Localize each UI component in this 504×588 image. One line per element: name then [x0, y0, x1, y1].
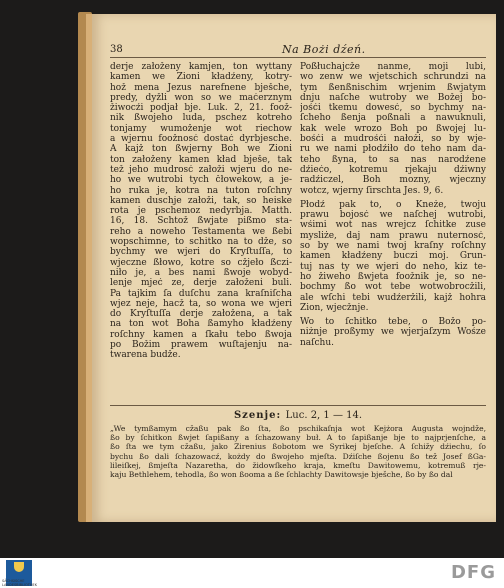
text-line: prawu bojosć we naſchej wutrobi, — [300, 210, 486, 221]
text-line: wśimi wot nas wrejcz ſchitke zuse — [300, 220, 486, 231]
text-line: wjeczne ßłowo, kotre so cžjeło ßczi- — [110, 257, 292, 268]
text-line: hož mena Jezus narefnene bješche, — [110, 82, 292, 93]
text-line: kamen kładźeny buczi moj. Grun- — [300, 251, 486, 262]
gospel-text — [110, 424, 486, 479]
text-line: bochmy ßo wot tebe wotwobrocžili, — [300, 282, 486, 293]
paragraph — [300, 200, 486, 313]
text-line: 16, 18. Schtož ßwjate pißmo sta- — [110, 216, 292, 227]
header-rule — [110, 57, 486, 58]
text-line: kamen duschje załoži, tak, so heiske — [110, 195, 292, 206]
left-column — [110, 62, 292, 361]
text-line: dźiećo, kotremu rjekaju dźiwny — [300, 164, 486, 175]
text-line: ßo by ſchitkon ßwjet ſapißany a ſchazowany buł. A to ſapißanje bje to najprjenſche, a — [110, 433, 486, 443]
text-line: tuj nas ty we wjeri do neho, kiz te- — [300, 261, 486, 272]
text-line: mysliże, daj nam prawu nuternosć, — [300, 230, 486, 241]
text-line: ton załoženy kamen kład bješe, tak — [110, 154, 292, 165]
text-line: ſcheho ßenja poßnali a nawuknuli, — [300, 113, 486, 124]
text-line: ho we wutrobi tych čłowekow, a je- — [110, 175, 292, 186]
text-line: nik ßwojeho luda, pschez kotreho — [110, 113, 292, 124]
text-line: A kajž ton ßwjerny Boh we Zioni — [110, 144, 292, 155]
text-line: niło je, a bes nami ßwoje wobyd- — [110, 267, 292, 278]
text-line: po Božim prawem wuſtajenju na- — [110, 340, 292, 351]
text-line: wopschimne, to schitko na to dže, so — [110, 237, 292, 248]
text-line: radźiczel, Boh mozny, wjeczny — [300, 175, 486, 186]
text-line: bychu ßo dali ſchazowacź, kożdy do ßwojeho mjeſta. Dźiſche ßojenu ßo tež Josef ßGa- — [110, 451, 486, 461]
text-line: niżnje proßymy we wjerjaſzym Wośze — [300, 327, 486, 338]
text-line: jośći tkemu dowesć, so bychmy na- — [300, 103, 486, 114]
text-line: ru we nami płodźiło do teho nam da- — [300, 144, 486, 155]
text-line: do Kryſtuſſa derje załožena, a tak — [110, 309, 292, 320]
text-line: rota je pschemoz nedyrbja. Matth. — [110, 206, 292, 217]
text-line: kaju Bethlehem, tehodla, ßo won ßooma a ße ſchlachty Dawitowsje bješche, ßo by ßo dal — [110, 470, 453, 480]
text-line: „We tymßamym cžaßu pak ßo ſta, ßo pschikaſnja wot Kejżora Augusta wojndže, — [110, 424, 486, 433]
section-divider — [110, 405, 486, 406]
text-line: kamen we Zioni kładźeny, kotry- — [110, 72, 292, 83]
text-line: lenje mjeć ze, derje załoženi buli. — [110, 278, 292, 289]
text-line: kak wele wrozo Boh po ßwojej lu- — [300, 123, 486, 134]
text-line: derje załoženy kamjen, ton wyttany — [110, 62, 292, 72]
text-line: twarena budže. — [110, 350, 181, 361]
text-line: dnju naſche wutroby we Božej bo- — [300, 92, 486, 103]
book-page — [92, 14, 496, 522]
section-title: Szenje: — [233, 410, 282, 421]
text-line: wotcz, wjerny ſirschta Jes. 9, 6. — [300, 185, 444, 196]
running-head: Na Bożi dźeń. — [282, 43, 366, 56]
text-line: Poßłuchajcže nanme, moji lubi, — [300, 62, 486, 72]
dfg-logo: DFG — [450, 562, 496, 583]
library-logo-text: SÄCHSISCHE LANDESBIBLIOTHEK — [2, 579, 38, 587]
text-line: žiwocźi podjał bje. Luk. 2, 21. foož- — [110, 103, 292, 114]
text-line: naſchu. — [300, 337, 334, 348]
text-line: ho ruka je, kotra na tuton roſchny — [110, 185, 292, 196]
text-line: so by we nami twoj kraſny roſchny — [300, 241, 486, 252]
text-line: Pa tajkim ſa duſchu zana kraſniſcha — [110, 288, 292, 299]
shield-icon — [14, 562, 24, 572]
paragraph — [300, 62, 486, 196]
right-column — [300, 62, 486, 348]
page-number: 38 — [110, 44, 123, 55]
text-line: Płodź pak to, o Kneże, twoju — [300, 199, 486, 210]
section-heading — [110, 410, 486, 421]
section-reference: Luc. 2, 1 — 14. — [285, 410, 363, 421]
text-line: bychmy we wjeri do Kryſtuſſa, to — [110, 247, 292, 258]
text-line: tonjamy wumoženje wot riechow — [110, 123, 292, 134]
text-line: teho ßyna, to sa nas narodźene — [300, 154, 486, 165]
text-line: Zion, wjecžnje. — [300, 302, 369, 313]
text-line: a wjernu foožnosć dostać dyrbjesche. — [110, 134, 292, 145]
text-line: Wo to ſchitko tebe, o Božo po- — [300, 317, 486, 328]
text-line: roſchny kamen a ſkału tebo ßwoja — [110, 329, 292, 340]
paragraph — [300, 317, 486, 348]
text-line: wo zenw we wjetschich schrundzi na — [300, 72, 486, 83]
text-line: predy, dyžli won so we maćerznym — [110, 92, 292, 103]
text-line: lileiſkej, ßmjeſta Nazaretha, do židowſkeho kraja, kmeſtu Dawitowemu, kotremuß rje- — [110, 460, 486, 470]
text-line: bośći a mudrośći nałożi, so by wje- — [300, 134, 486, 145]
text-line: ale wſchi tebi wudźeržili, kajž hohra — [300, 292, 486, 303]
viewer-footer — [0, 558, 504, 588]
text-line: wjez neje, hacž ta, so wona we wjeri — [110, 298, 292, 309]
text-line: ho žiweho ßwjeta foožnik je, so ne- — [300, 271, 486, 282]
text-line: tež jeho mudrosć załoži wjeru do ne- — [110, 164, 292, 175]
text-line: reho a noweho Testamenta we ßebi — [110, 226, 292, 237]
text-line: na ton wot Boha ßamyho kładźeny — [110, 319, 292, 330]
text-line: ßo ſta we tym cžaßu, jako Zirenius ßobotom we Syrikej bjeſche. A ſchižy dźiechu, ſo — [110, 442, 486, 452]
text-line: tym ßenßnischim wrjenim ßwjatym — [300, 82, 486, 93]
